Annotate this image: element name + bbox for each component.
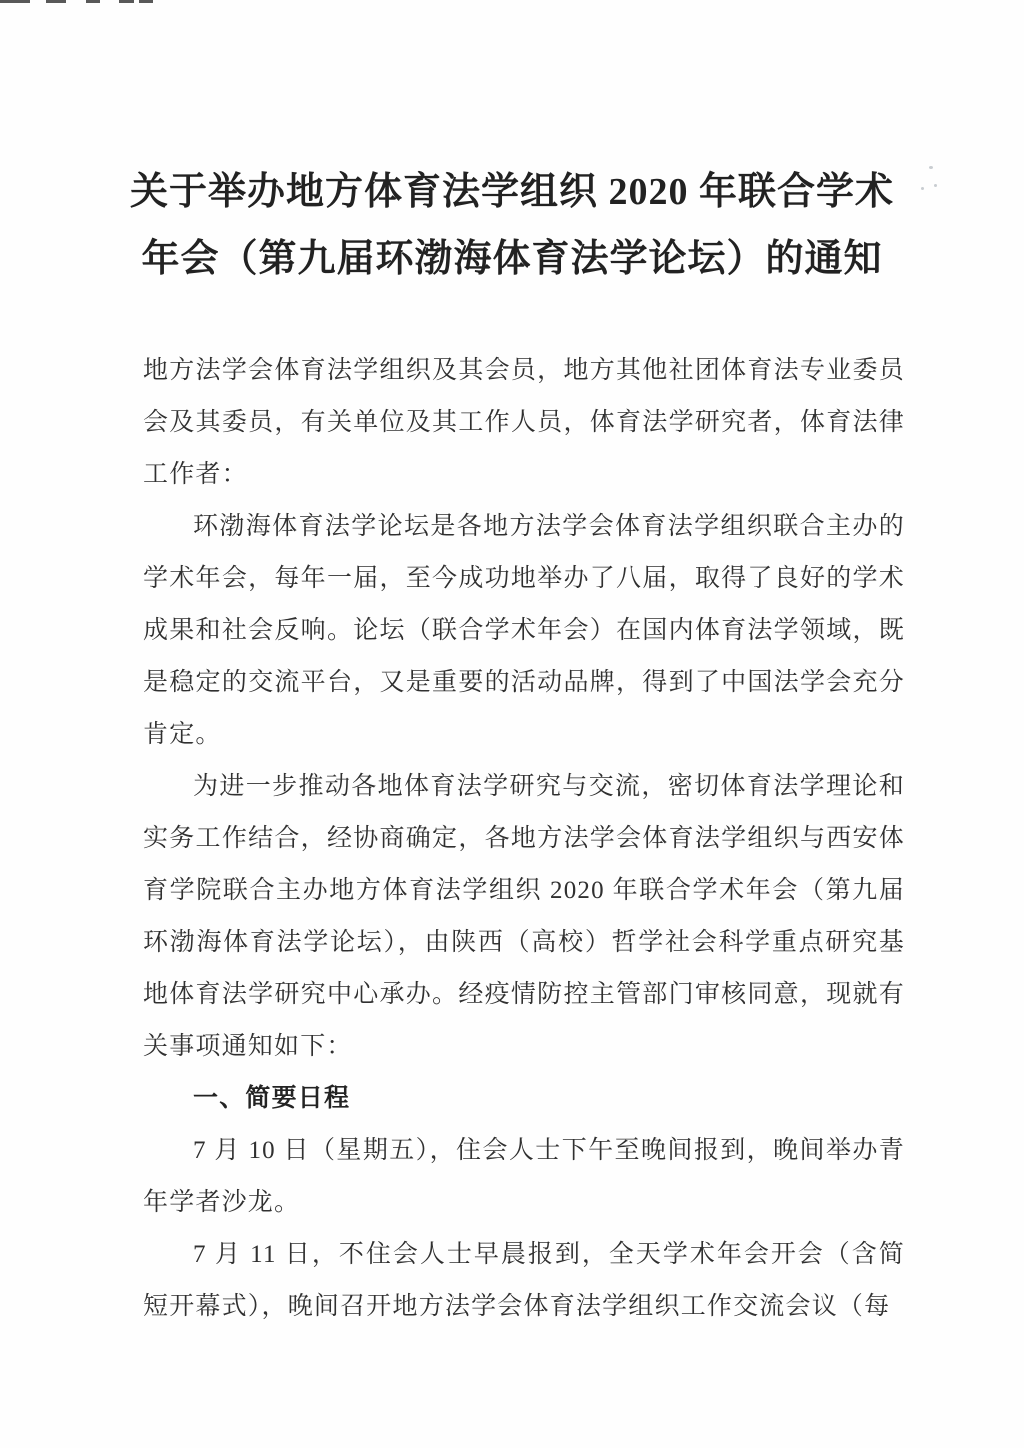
schedule-july11-paragraph: 7 月 11 日，不住会人士早晨报到，全天学术年会开会（含简短开幕式），晚间召开地方法学会体育法学组织工作交流会议（每 bbox=[143, 1241, 905, 1320]
scan-artifact-dash bbox=[139, 0, 153, 3]
salutation-paragraph: 地方法学会体育法学组织及其会员，地方其他社团体育法专业委员会及其委员，有关单位及其工作人员，体育法学研究者，体育法律工作者： bbox=[143, 357, 905, 488]
schedule-july10-paragraph: 7 月 10 日（星期五），住会人士下午至晚间报到，晚间举办青年学者沙龙。 bbox=[143, 1137, 905, 1216]
organizer-decision-paragraph: 为进一步推动各地体育法学研究与交流，密切体育法学理论和实务工作结合，经协商确定，各地方法学会体育法学组织与西安体育学院联合主办地方体育法学组织 2020 年联合学术年会（第九届环渤海体育法学论坛），由陕西（高校）哲学社会科学重点研究基地体育法学研究中心承办。经疫情防控主管部门审核同意，现就有关事项通知如下： bbox=[143, 773, 905, 1060]
scan-artifact-dash bbox=[119, 0, 134, 3]
section-heading-brief-agenda: 一、简要日程 bbox=[193, 1085, 351, 1112]
forum-intro-paragraph: 环渤海体育法学论坛是各地方法学会体育法学组织联合主办的学术年会，每年一届，至今成功地举办了八届，取得了良好的学术成果和社会反响。论坛（联合学术年会）在国内体育法学领域，既是稳定的交流平台，又是重要的活动品牌，得到了中国法学会充分肯定。 bbox=[143, 513, 905, 748]
document-title-line-2: 年会（第九届环渤海体育法学论坛）的通知 bbox=[141, 238, 883, 280]
scan-artifact-dash bbox=[46, 0, 66, 3]
scan-artifact-dash bbox=[86, 0, 100, 3]
document-title-line-1: 关于举办地方体育法学组织 2020 年联合学术 bbox=[129, 171, 894, 213]
document-title bbox=[62, 159, 962, 293]
scan-artifact-dash bbox=[0, 0, 30, 3]
document-body bbox=[143, 345, 905, 1333]
